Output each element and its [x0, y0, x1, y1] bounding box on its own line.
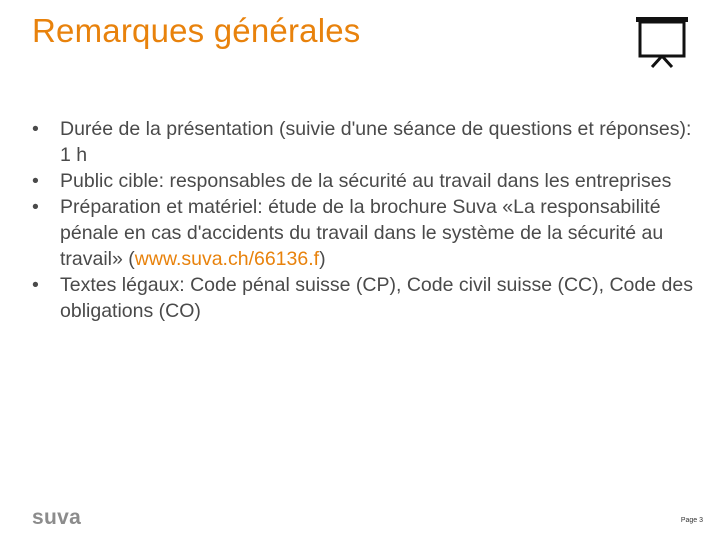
presentation-icon [632, 13, 692, 71]
bullet-text: Préparation et matériel: étude de la brochure Suva «La responsabilité pénale en cas d'accidents du travail dans le système de la sécurité au travail» ( [60, 196, 664, 270]
bullet-text: Durée de la présentation (suivie d'une séance de questions et réponses): 1 h [60, 118, 692, 166]
brochure-link[interactable]: www.suva.ch/66136.f [134, 248, 320, 270]
list-item [32, 116, 702, 168]
list-item [32, 194, 702, 272]
bullet-dot: • [32, 170, 39, 192]
slide-title: Remarques générales [32, 12, 361, 49]
bullet-dot: • [32, 118, 39, 140]
bullet-dot: • [32, 196, 39, 218]
list-item [32, 272, 702, 324]
bullet-dot: • [32, 274, 39, 296]
bullet-text: Public cible: responsables de la sécurité au travail dans les entreprises [60, 170, 672, 192]
suva-logo: suva [32, 506, 82, 529]
page-number: Page 3 [680, 517, 703, 524]
list-item [32, 168, 702, 194]
bullet-text: ) [319, 248, 326, 270]
bullet-text: Textes légaux: Code pénal suisse (CP), Code civil suisse (CC), Code des obligations (CO) [60, 274, 693, 322]
bullet-list [32, 116, 702, 324]
